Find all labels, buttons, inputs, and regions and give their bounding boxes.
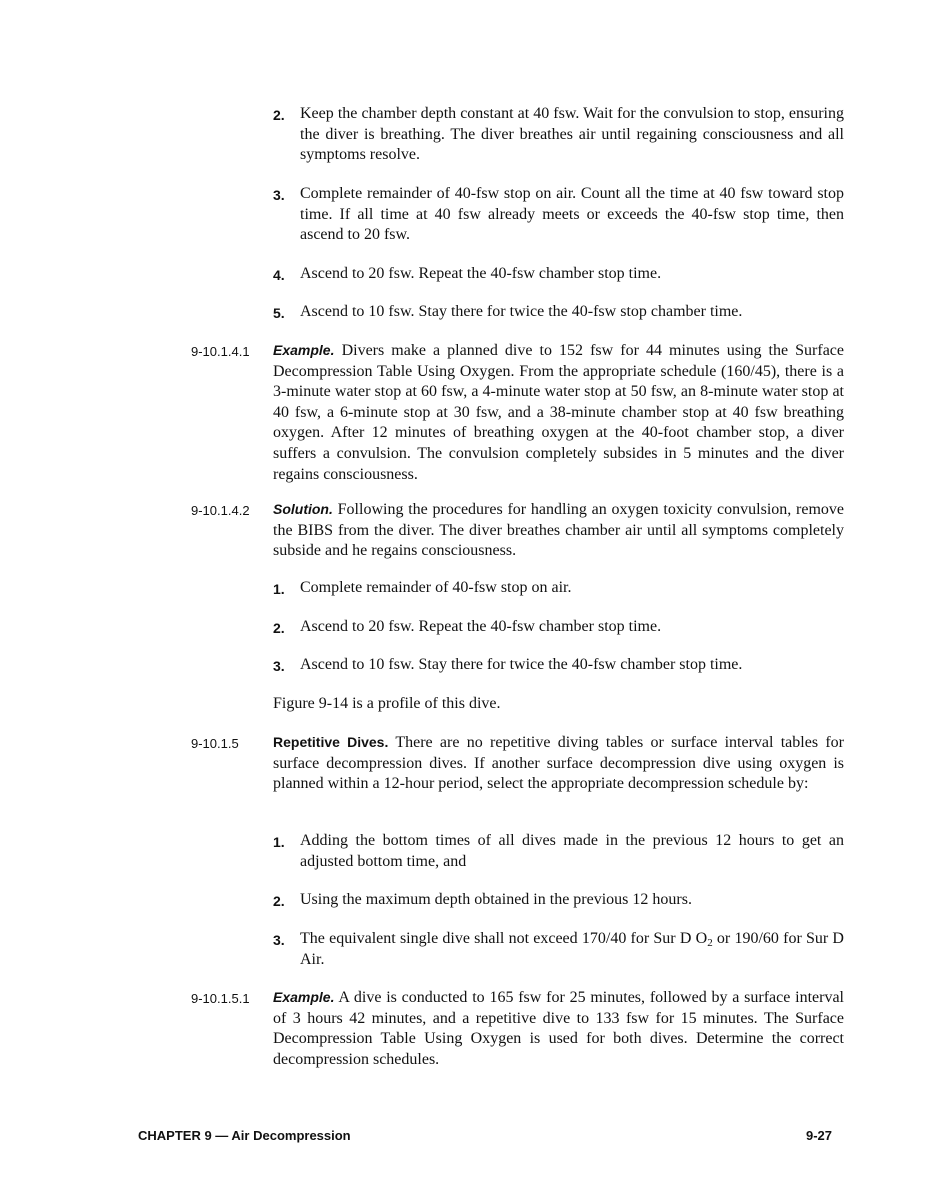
section-text: There are no repetitive diving tables or surface interval tables for surface decompression dives. If another surface decompression dive using oxygen is planned within a 12-hour period, select the appropriate decompression schedule by: [273, 734, 844, 793]
list-number: 1. [273, 834, 285, 850]
list-item [273, 578, 844, 599]
list-number: 2. [273, 893, 285, 909]
list-number: 5. [273, 305, 285, 321]
figure-reference: Figure 9-14 is a profile of this dive. [273, 695, 501, 712]
list-item [273, 617, 844, 638]
section-heading: Repetitive Dives. [273, 734, 389, 750]
section-number: 9-10.1.5 [191, 736, 239, 751]
section-paragraph [273, 987, 844, 1070]
section-paragraph [273, 340, 844, 485]
list-text-part: or 190/60 for Sur D Air. [300, 930, 844, 968]
list-text: Ascend to 10 fsw. Stay there for twice the 40-fsw chamber stop time. [300, 656, 743, 673]
section-heading: Example. [273, 989, 335, 1005]
list-text: Ascend to 20 fsw. Repeat the 40-fsw chamber stop time. [300, 618, 662, 635]
section-text: Divers make a planned dive to 152 fsw for 44 minutes using the Surface Decompression Table Using Oxygen. From the appropriate schedule (160/45), there is a 3-minute water stop at 60 fsw, a 4-minute water stop at 50 fsw, an 8-minute water stop at 40 fsw, a 6-minute stop at 30 fsw, and a 38-minute chamber stop at 40 fsw breathing oxygen. After 12 minutes of breathing oxygen at the 40-foot chamber stop, a diver suffers a convulsion. The convulsion completely subsides in 5 minutes and the diver regains consciousness. [273, 342, 845, 483]
chapter-footer: CHAPTER 9 — Air Decompression [138, 1128, 351, 1143]
list-number: 4. [273, 267, 285, 283]
list-number: 3. [273, 932, 285, 948]
list-item [273, 929, 844, 970]
section-text: A dive is conducted to 165 fsw for 25 minutes, followed by a surface interval of 3 hours 42 minutes, and a repetitive dive to 133 fsw for 15 minutes. The Surface Decompression Table Using Oxygen is used for both dives. Determine the correct decompression schedules. [273, 989, 845, 1068]
page-number: 9-27 [805, 1128, 832, 1143]
list-text-part: The equivalent single dive shall not exceed 170/40 for Sur D O [300, 930, 708, 947]
list-number: 2. [273, 620, 285, 636]
list-number: 3. [273, 187, 285, 203]
list-number: 2. [273, 107, 285, 123]
list-item [273, 890, 844, 911]
list-text: Keep the chamber depth constant at 40 fsw. Wait for the convulsion to stop, ensuring the diver is breathing. The diver breathes air until regaining consciousness and all symptoms resolve. [300, 105, 844, 164]
section-number: 9-10.1.4.1 [191, 344, 250, 359]
list-text: Ascend to 20 fsw. Repeat the 40-fsw chamber stop time. [300, 265, 662, 282]
section-heading: Example. [273, 342, 335, 358]
subscript: 2 [707, 937, 713, 949]
list-item [273, 184, 844, 246]
list-number: 3. [273, 658, 285, 674]
list-text: Complete remainder of 40-fsw stop on air. [300, 579, 572, 596]
list-item [273, 264, 844, 285]
list-text: Adding the bottom times of all dives made in the previous 12 hours to get an adjusted bottom time, and [300, 832, 844, 870]
list-number: 1. [273, 581, 285, 597]
list-item [273, 302, 844, 323]
section-heading: Solution. [273, 501, 333, 517]
list-text: Ascend to 10 fsw. Stay there for twice the 40-fsw stop chamber time. [300, 303, 743, 320]
list-item [273, 655, 844, 676]
section-paragraph [273, 732, 844, 795]
section-number: 9-10.1.4.2 [191, 503, 250, 518]
list-text: Complete remainder of 40-fsw stop on air. Count all the time at 40 fsw toward stop time. If all time at 40 fsw already meets or exceeds the 40-fsw stop time, then ascend to 20 fsw. [300, 185, 844, 244]
list-item [273, 831, 844, 872]
section-text: Following the procedures for handling an oxygen toxicity convulsion, remove the BIBS from the diver. The diver breathes chamber air until all symptoms completely subside and he regains consciousness. [273, 501, 844, 560]
list-text: Using the maximum depth obtained in the previous 12 hours. [300, 891, 692, 908]
section-paragraph [273, 499, 844, 562]
list-text [300, 929, 844, 970]
section-number: 9-10.1.5.1 [191, 991, 250, 1006]
list-item [273, 104, 844, 166]
